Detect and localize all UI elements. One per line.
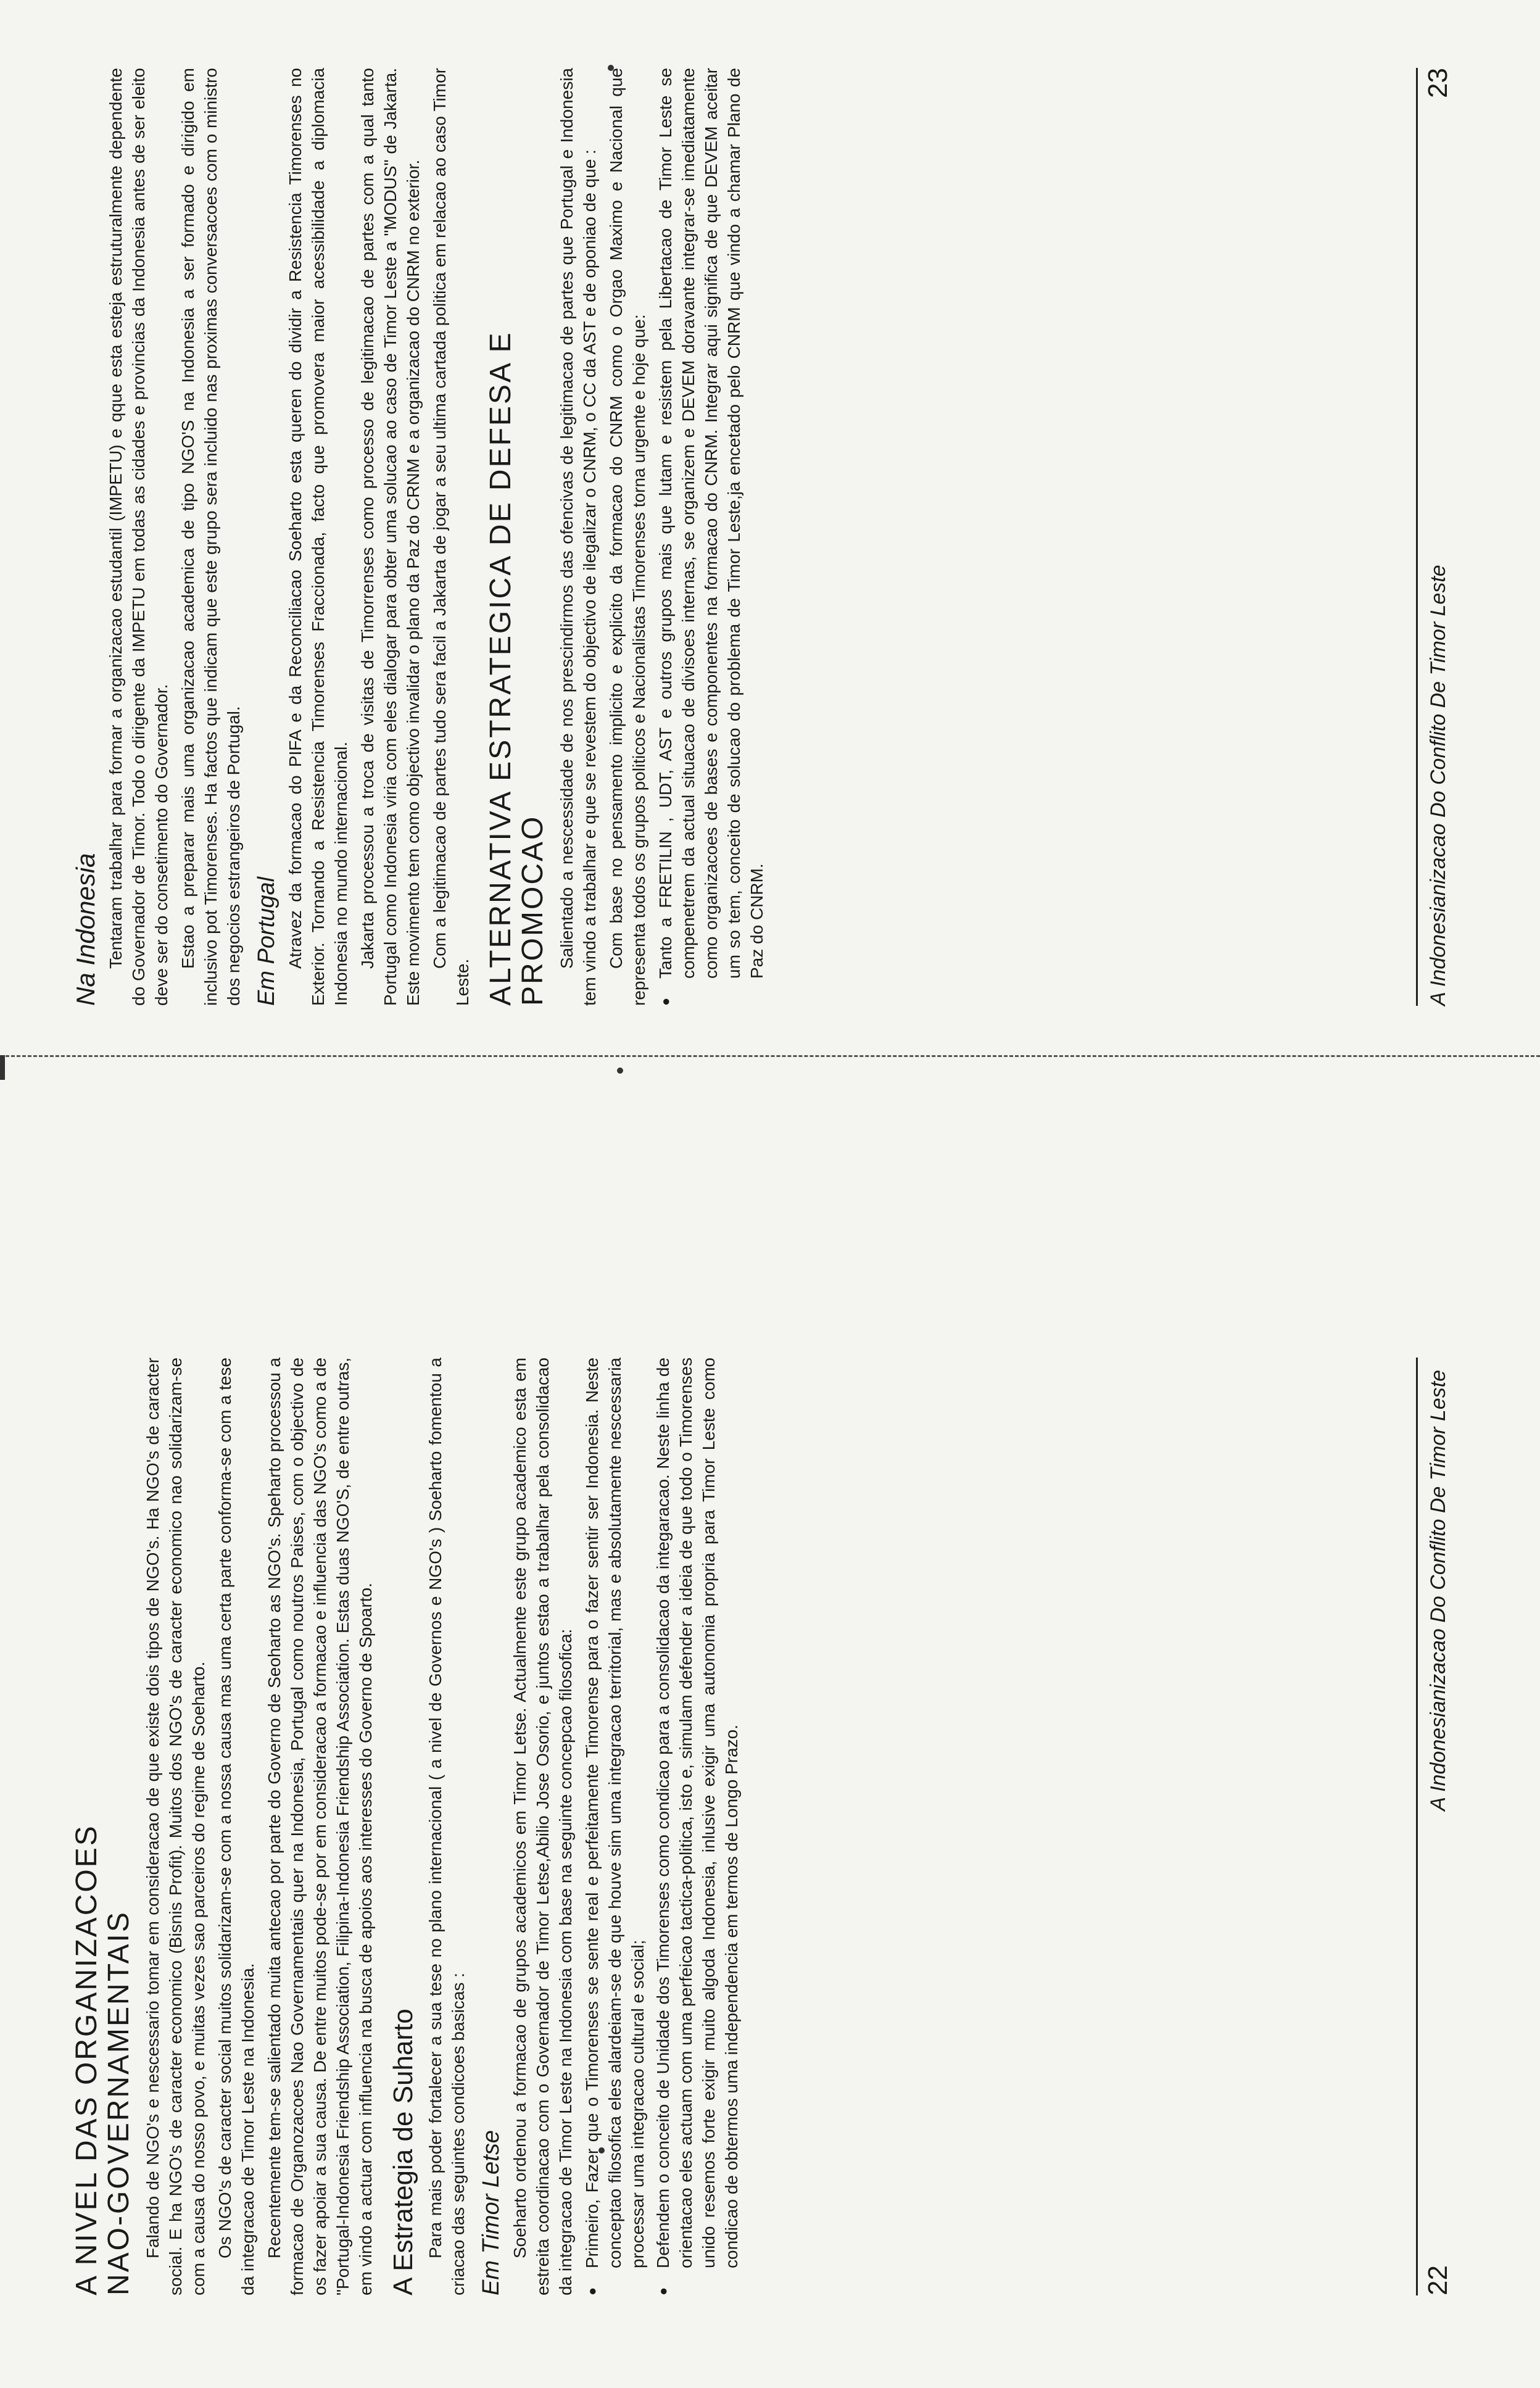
page-footer [1416,1358,1453,2295]
paragraph: Os NGO's de caracter social muitos solidarizam-se com a nossa causa mas uma certa parte conforma-se com a tese da integracao de Timor Leste na Indonesia. [215,1358,257,2295]
section-title-line-1: ALTERNATIVA ESTRATEGICA DE DEFESA E [484,331,517,1006]
paragraph: Jakarta processou a troca de visitas de Timorrenses como processo de legitimacao de partes com a qual tanto Portugal como Indonesia viria com eles dialogar para obter uma solucao ao caso de Timor Leste a "MODUS" de Jakarta. Este movimento tem como objectivo invalidar o plano da Paz do CRNM e a organizacao do CNRM no exterior. [358,68,423,1006]
page-22-content [71,1358,747,2295]
footer-title: A Indonesianizacao Do Conflito De Timor Leste [1426,565,1450,1006]
paragraph: Atravez da formacao do PIFA e da Reconciliacao Soeharto esta queren do dividir a Resistencia Timorenses no Exterior. Tornando a Resistencia Timorenses Fraccionada, facto que promovera maior acessibilidade a diplomacia Indonesia no mundo internacional. [286,68,350,1006]
heading-em-portugal: Em Portugal [254,876,279,1006]
section-title-line-1: A NIVEL DAS ORGANIZACOES [70,1824,103,2295]
page-number: 22 [1423,2265,1453,2295]
page-22 [71,1358,1496,2295]
bullet-list [581,1358,743,2295]
paragraph: Falando de NGO's e nescessario tomar em consideracao de que existe dois tipos de NGO's. Ha NGO's de caracter social. E ha NGO's de caracter economico (Bisnis Profit). Muitos dos NGO's de caracter economico nao solidarizam-se com a causa do nosso povo, e muitas vezes sao parceiros do regime de Soeharto. [143,1358,208,2295]
heading-estrategia: A Estrategia de Suharto [388,2009,418,2295]
section-title-line-2: NAO-GOVERNAMENTAIS [102,1910,135,2295]
page-number: 23 [1423,68,1453,98]
page-23 [71,68,1496,1006]
list-item: ● Defendem o conceito de Unidade dos Timorenses como condicao para a consolidacao da integaracao. Neste linha de orientacao eles actuam com uma perfeicao tactica-politica, isto e, simulam defender a ideia de que todo o Timorenses unido resemos forte exigir muito algoda Indonesia, inlusive exigir uma autonomia propria para Timor Leste como condicao de obtermos uma independencia em termos de Longo Prazo. [652,1358,743,2268]
section-title-line-2: PROMOCAO [516,815,549,1006]
scan-edge-mark [0,1055,5,1080]
page-fold-line [0,1055,1540,1057]
paragraph: Tentaram trabalhar para formar a organizacao estudantil (IMPETU) e qque esta esteja estruturalmente dependente do Governador de Timor. Todo o dirigente da IMPETU em todas as cidades e provincias da Indonesia antes de ser eleito deve ser do consetimento do Governador. [106,68,171,1006]
paragraph: Salientado a nescessidade de nos prescindirmos das ofencivas de legitimacao de partes que Portugal e Indonesia tem vindo a trabalhar e que se revestem do objectivo de ilegalizar o CNRM, o CC da AST e de oponiao de que : [557,68,599,1006]
list-item: ● Tanto a FRETILIN , UDT, AST e outros grupos mais que lutam e resistem pela Libertacao de Timor Leste se compenetrem da actual situacao de divisoes internas, se organizem e DEVEM doravante integrar-se imediatamente como organizacoes de bases e componentes na formacao do CNRM. Integrar aqui significa de que DEVEM aceitar um so tem, conceito de solucao do problema de Timor Leste,ja encetado pelo CNRM que vindo a chamar Plano de Paz do CNRM. [654,68,768,979]
bullet-list [654,68,768,1006]
dust-speck [617,1068,623,1074]
page-footer [1416,68,1453,1006]
paragraph: Soeharto ordenou a formacao de grupos academicos em Timor Letse. Actualmente este grupo academico esta em estreita coordinacao com o Governador de Timor Letse,Abilio Jose Osorio, e juntos estao a trabalhar pela consolidacao da integracao de Timor Leste na Indonesia com base na seguinte concepcao filosofica: [510,1358,575,2295]
list-item: ● Primeiro, Fazer que o Timorenses se sente real e perfeitamente Timorense para o fazer sentir ser Indonesia. Neste conceptao filosofica eles alardeiam-se de que houve sim uma integracao territorial, mas e absolutamente nescessaria processar uma integracao cultural e social; [581,1358,649,2268]
heading-timor-letse: Em Timor Letse [478,2130,504,2295]
paragraph: Com a legitimacao de partes tudo sera facil a Jakarta de jogar a seu ultima cartada politica em relacao ao caso Timor Leste. [430,68,472,1006]
paragraph: Para mais poder fortalecer a sua tese no plano internacional ( a nivel de Governos e NGO's ) Soeharto fomentou a criacao das seguintes condicoes basicas : [426,1358,468,2295]
paragraph: Recentemente tem-se salientado muita antecao por parte do Governo de Seoharto as NGO's. Speharto processou a formacao de Organozacoes Nao Governamentais quer na Indonesia, Portugal como noutros Paises, com o objectivo de os fazer apoiar a sua causa. De entre muitos pode-se por em consideracao a formacao e influencia das NGO's como a de "Portugal-Indonesia Friendship Association, Filipina-Indonesia Friendship Association. Estas duas NGO'S, de entre outras, em vindo a actuar com influencia na busca de apoios aos interesses do Governo de Spoarto. [265,1358,375,2295]
paragraph: Estao a preparar mais uma organizacao academica de tipo NGO'S na Indonesia a ser formado e dirigido em inclusivo pot Timorenses. Ha factos que indicam que este grupo sera incluido nas proximas conversacoes com o ministro dos negocios estrangeiros de Portugal. [178,68,243,1006]
section-title-ngo [71,1358,135,2295]
section-title-alternativa [485,68,549,1006]
footer-title: A Indonesianizacao Do Conflito De Timor Leste [1426,1370,1450,1811]
paragraph: Com base no pensamento implicito e explicito da formacao do CNRM como o Orgao Maximo e Nacional que representa todos os grupos politicos e Nacionalistas Timorenses torna urgente e hoje que: [606,68,648,1006]
heading-na-indonesia: Na Indonesia [71,853,100,1006]
page-23-content [71,68,772,1006]
